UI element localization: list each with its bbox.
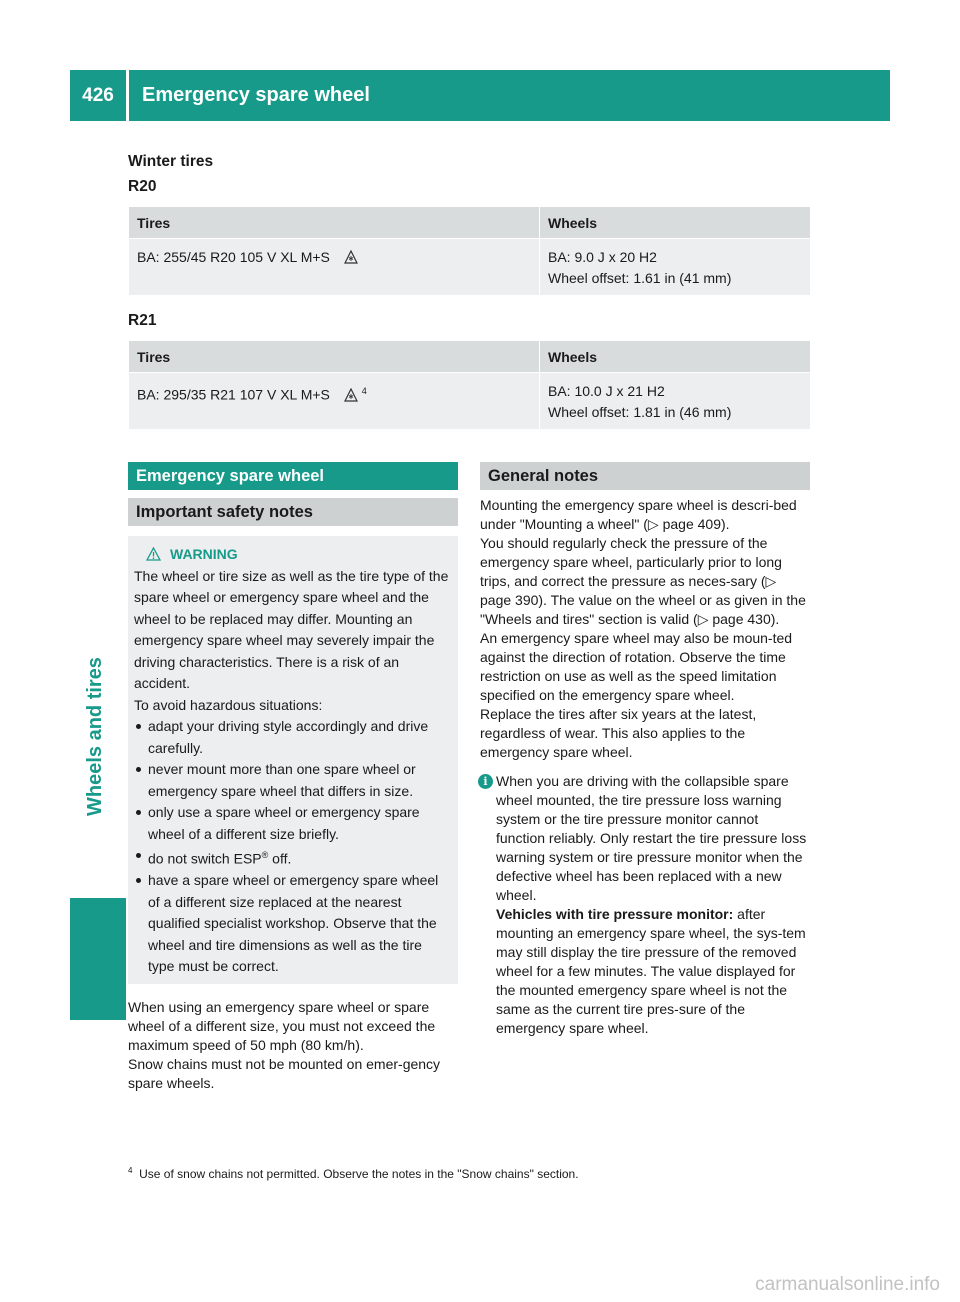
side-tab [70,140,126,1020]
left-column [128,462,458,1093]
paragraph: You should regularly check the pressure of the emergency spare wheel, particularly prior to long trips, and correct the pressure as neces-sary (▷ page 390). The value on the wheel or as given in the "Wheels and tires" section is valid (▷ page 430). [480,535,806,627]
right-column [480,462,810,1038]
registered-mark: ® [261,850,269,860]
general-notes-heading: General notes [480,462,810,490]
table-row [129,373,811,430]
page-header [70,70,890,121]
wheel-spec: BA: 9.0 J x 20 H2 [548,249,657,265]
footnote-text: Use of snow chains not permitted. Observe the notes in the "Snow chains" section. [139,1167,579,1181]
paragraph: Replace the tires after six years at the latest, regardless of wear. This also applies to the emergency spare wheel. [480,706,757,760]
paragraph: When using an emergency spare wheel or spare wheel of a different size, you must not exceed the maximum speed of 50 mph (80 km/h). [128,998,436,1053]
footnote-ref: 4 [361,386,367,396]
info-icon: i [478,774,493,789]
paragraph: An emergency spare wheel may also be moun-ted against the direction of rotation. Observe the time restriction on use as well as the speed limitation specified on the emergency spare wheel. [480,630,793,703]
winter-tires-title: Winter tires [128,153,214,170]
r20-table [128,206,811,296]
info-text: When you are driving with the collapsible spare wheel mounted, the tire pressure loss warning system or the tire pressure monitor cannot function reliably. Only restart the tire pressure loss warning system or tire pressure monitor when the defective wheel has been replaced with a new wheel. [496,773,807,903]
wheel-cell [540,239,811,296]
col-wheels: Wheels [540,341,811,373]
page-number: 426 [70,70,129,121]
r20-label: R20 [128,178,157,195]
paragraph: Mounting the emergency spare wheel is descri-bed under "Mounting a wheel" (▷ page 409). [480,497,797,532]
col-tires: Tires [129,341,540,373]
esp-suffix: off. [268,850,292,867]
wheel-spec: BA: 10.0 J x 21 H2 [548,383,665,399]
sub-heading: Important safety notes [128,498,458,526]
list-item: have a spare wheel or emergency spare wheel of a different size replaced at the nearest qualified specialist workshop. Observe that the wheel and tire dimensions as well as the tire type must be correct. [134,870,452,978]
col-wheels: Wheels [540,207,811,239]
table-header-row [129,207,811,239]
section-heading: Emergency spare wheel [128,462,458,490]
warning-triangle-icon [146,547,161,561]
info-bold-label: Vehicles with tire pressure monitor: [496,906,734,922]
r21-table [128,340,811,430]
warning-text: To avoid hazardous situations: [134,696,323,713]
tire-spec: BA: 295/35 R21 107 V XL M+S [137,386,330,403]
table-row [129,239,811,296]
warning-text: The wheel or tire size as well as the tire type of the spare wheel or emergency spare wheel and the wheel to be replaced may differ. Mounting an emergency spare wheel may severely impair the driving characteristics. There is a risk of an accident. [134,567,449,691]
warning-list [134,716,452,978]
table-header-row [129,341,811,373]
tire-cell [129,239,540,296]
header-title: Emergency spare wheel [142,84,370,106]
tire-spec: BA: 255/45 R20 105 V XL M+S [137,249,330,265]
list-item [134,845,452,870]
watermark: carmanualsonline.info [755,1274,940,1295]
info-note [480,772,810,1038]
warning-title [134,544,452,566]
wheel-offset: Wheel offset: 1.61 in (41 mm) [548,270,732,286]
warning-label: WARNING [170,546,238,562]
esp-text: do not switch ESP [148,850,262,867]
wheel-offset: Wheel offset: 1.81 in (46 mm) [548,404,732,420]
col-tires: Tires [129,207,540,239]
snowflake-mountain-icon [344,250,358,264]
paragraph: Snow chains must not be mounted on emer-gency spare wheels. [128,1055,441,1091]
footnote [128,1166,579,1181]
side-tab-marker [70,898,126,1020]
info-text-2 [496,905,810,1038]
tire-cell [129,373,540,430]
list-item: adapt your driving style accordingly and drive carefully. [134,716,452,759]
warning-box [128,536,458,984]
side-tab-label: Wheels and tires [84,657,106,816]
r21-label: R21 [128,312,157,329]
wheel-cell [540,373,811,430]
footnote-number: 4 [128,1166,133,1175]
snowflake-mountain-icon [344,388,358,402]
list-item: never mount more than one spare wheel or emergency spare wheel that differs in size. [134,759,452,802]
info-body: after mounting an emergency spare wheel, the sys-tem may still display the tire pressure of the removed wheel for a few minutes. The value displayed for the mounted emergency spare wheel is not the same as the current tire pres-sure of the emergency spare wheel. [496,906,806,1036]
list-item: only use a spare wheel or emergency spare wheel of a different size briefly. [134,802,452,845]
